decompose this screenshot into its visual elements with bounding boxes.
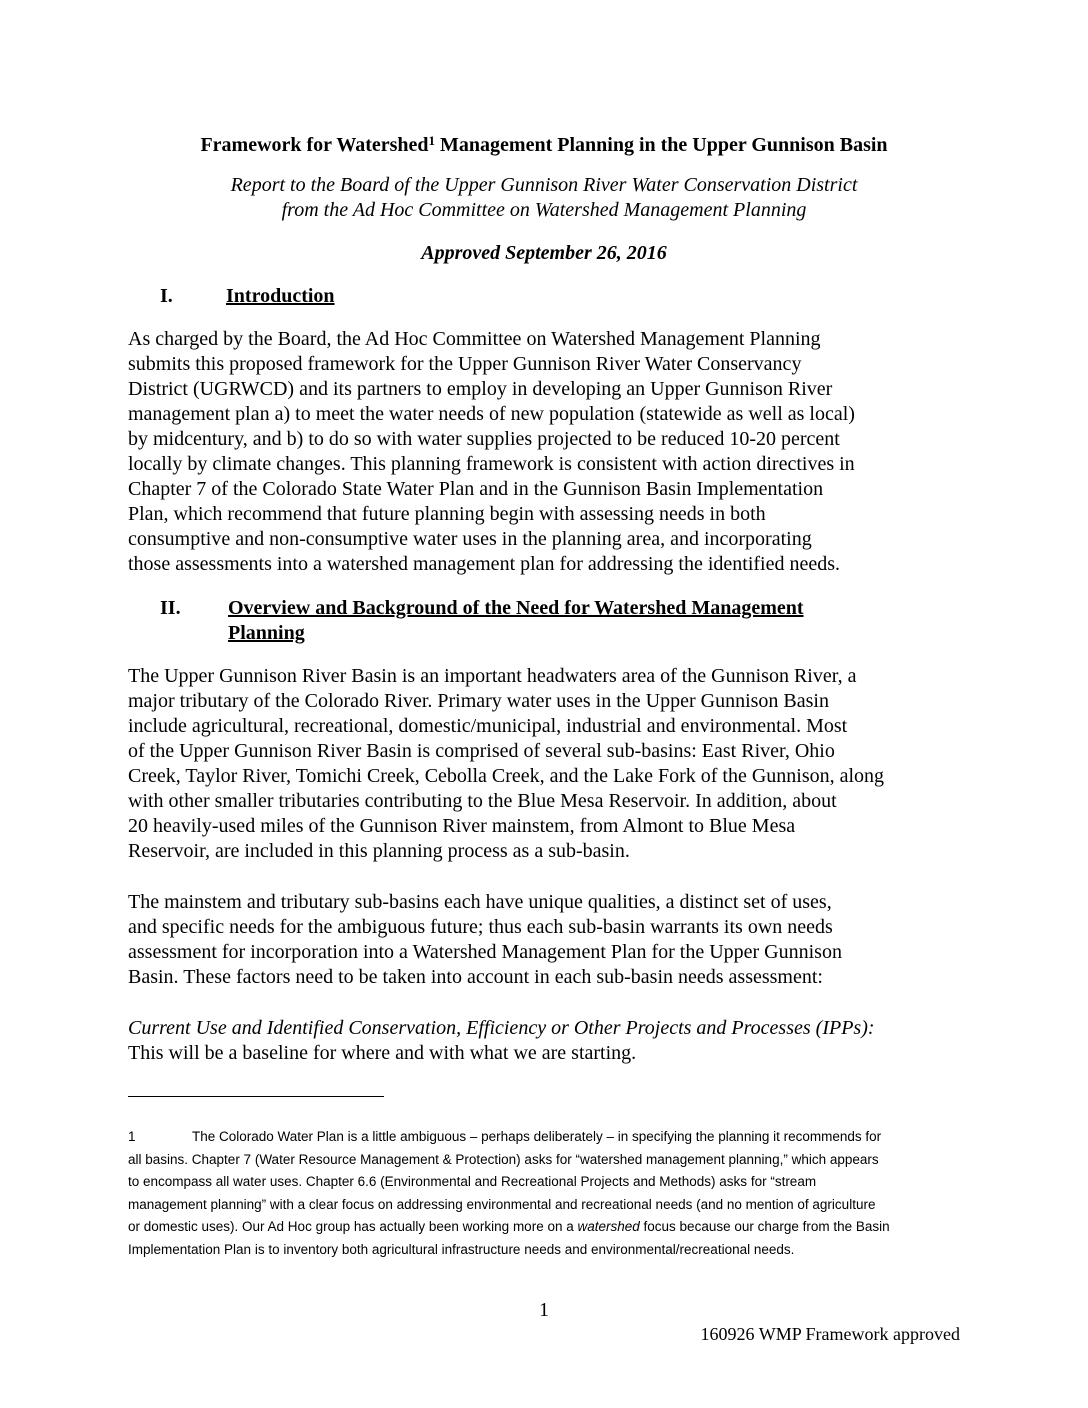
document-subtitle (0, 173, 1088, 223)
footnote-separator (128, 1096, 384, 1097)
overview-paragraph-2: The mainstem and tributary sub-basins each have unique qualities, a distinct set of uses, and specific needs for the ambiguous future; thus each sub-basin warrants its own needs assessment for incorporation into a Watershed Management Plan for the Upper Gunnison Basin. These factors need to be taken into account in each sub-basin needs assessment: (128, 891, 842, 988)
approval-date: Approved September 26, 2016 (421, 242, 667, 264)
section-title: Introduction (226, 285, 335, 307)
item-text: This will be a baseline for where and with what we are starting. (128, 1042, 637, 1064)
section-title-line-2: Planning (228, 622, 305, 644)
footer-document-id: 160926 WMP Framework approved (700, 1324, 960, 1344)
section-number: I. (160, 285, 173, 307)
footnote-text (128, 1126, 968, 1261)
section-title-line-1: Overview and Background of the Need for Watershed Management (228, 597, 804, 619)
footnote-text-part-1: The Colorado Water Plan is a little ambiguous – perhaps deliberately – in specifying the planning it recommends for all basins. Chapter 7 (Water Resource Management & Protection) asks for “watershed management planning,” which appears to encompass all water uses. Chapter 6.6 (Environmental and Recreational Projects and Methods) asks for “stream management planning” with a clear focus on addressing environmental and recreational needs (and no mention of agriculture or domestic uses). Our Ad Hoc group has actually been working more on a (128, 1129, 882, 1234)
footnote-text-part-2: focus because our charge from the Basin Implementation Plan is to inventory both agricultural infrastructure needs and environmental/recreational needs. (128, 1219, 890, 1257)
footnote-number: 1 (128, 1129, 136, 1144)
page-number: 1 (539, 1299, 549, 1321)
section-heading-introduction (160, 284, 960, 310)
document-title (0, 128, 1088, 158)
section-number: II. (160, 597, 181, 619)
title-text-start: Framework for Watershed (200, 134, 429, 156)
footnote-reference[interactable]: 1 (428, 133, 436, 148)
subtitle-line-1: Report to the Board of the Upper Gunnison River Water Conservation District (230, 174, 858, 196)
footnote (128, 1126, 968, 1261)
introduction-paragraph: As charged by the Board, the Ad Hoc Committee on Watershed Management Planning submits this proposed framework for the Upper Gunnison River Water Conservancy District (UGRWCD) and its partners to employ in developing an Upper Gunnison River management plan a) to meet the water needs of new population (statewide as well as local) by midcentury, and b) to do so with water supplies projected to be reduced 10-20 percent locally by climate changes. This planning framework is consistent with action directives in Chapter 7 of the Colorado State Water Plan and in the Gunnison Basin Implementation Plan, which recommend that future planning begin with assessing needs in both consumptive and non-consumptive water uses in the planning area, and incorporating those assessments into a watershed management plan for addressing the identified needs. (128, 328, 855, 575)
title-text-end: Management Planning in the Upper Gunnison Basin (435, 134, 888, 156)
footnote-emphasis: watershed (577, 1219, 640, 1234)
current-use-item (128, 1016, 978, 1066)
subtitle-line-2: from the Ad Hoc Committee on Watershed Management Planning (281, 199, 807, 221)
section-title (228, 596, 928, 646)
overview-paragraph-1: The Upper Gunnison River Basin is an important headwaters area of the Gunnison River, a major tributary of the Colorado River. Primary water uses in the Upper Gunnison Basin include agricultural, recreational, domestic/municipal, industrial and environmental. Most of the Upper Gunnison River Basin is comprised of several sub-basins: East River, Ohio Creek, Taylor River, Tomichi Creek, Cebolla Creek, and the Lake Fork of the Gunnison, along with other smaller tributaries contributing to the Blue Mesa Reservoir. In addition, about 20 heavily-used miles of the Gunnison River mainstem, from Almont to Blue Mesa Reservoir, are included in this planning process as a sub-basin. (128, 665, 885, 862)
section-heading-overview (160, 596, 960, 648)
item-heading: Current Use and Identified Conservation, Efficiency or Other Projects and Processes (IPPs): (128, 1017, 875, 1039)
